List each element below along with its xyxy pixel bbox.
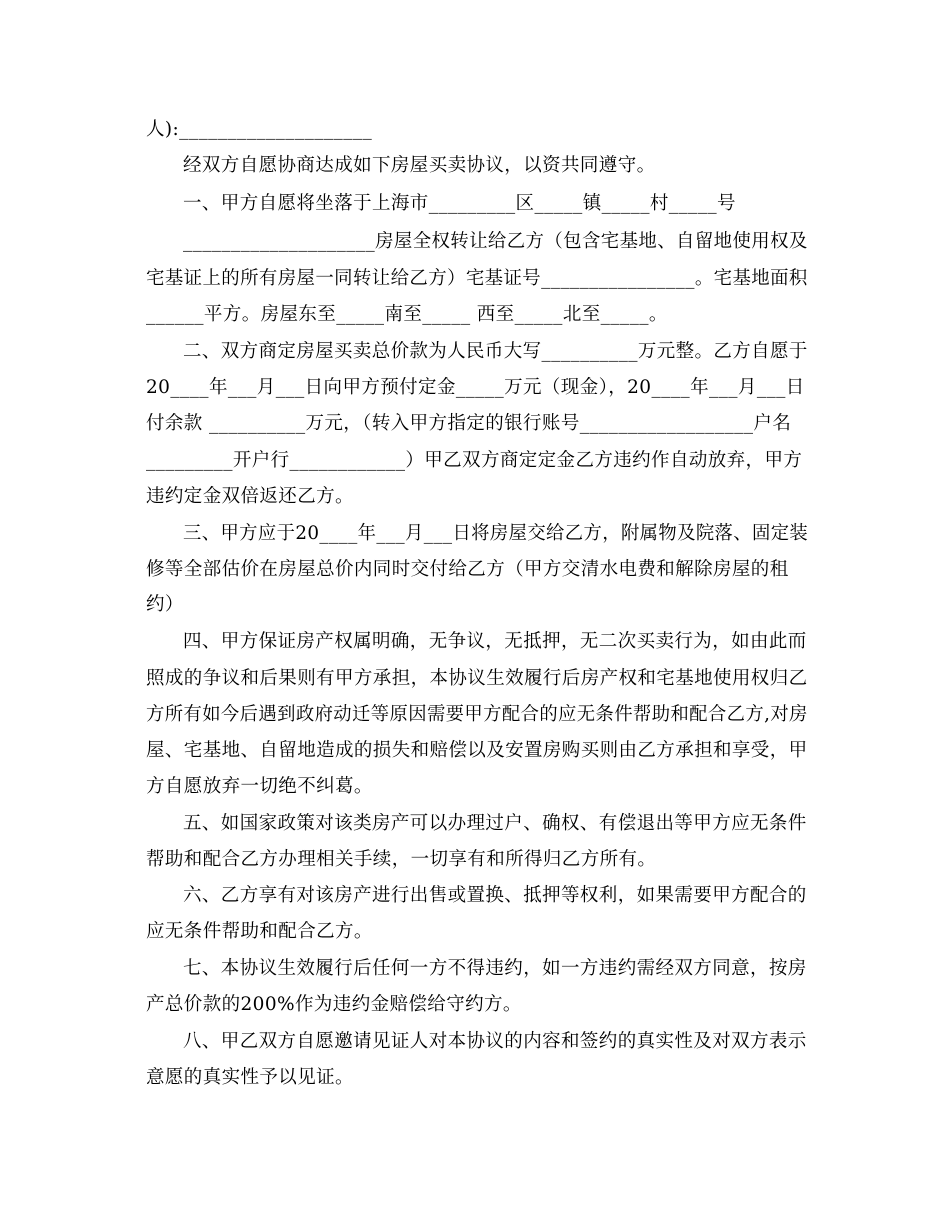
clause-3-line-1: 三、甲方应于20____年___月___日将房屋交给乙方，附属物及院落、固定装: [183, 523, 809, 544]
clause-8-line-1: 八、甲乙双方自愿邀请见证人对本协议的内容和签约的真实性及对双方表示: [183, 1031, 807, 1052]
clause-2-line-3: 付余款 __________万元，（转入甲方指定的银行账号__________________户名: [146, 413, 792, 434]
clause-3-line-3: 约）: [146, 594, 184, 615]
clause-3-line-2: 修等全部估价在房屋总价内同时交付给乙方（甲方交清水电费和解除房屋的租: [146, 559, 789, 580]
clause-4-line-1: 四、甲方保证房产权属明确，无争议，无抵押，无二次买卖行为，如由此而: [183, 631, 807, 652]
clause-5-line-2: 帮助和配合乙方办理相关手续，一切享有和所得归乙方所有。: [146, 849, 657, 870]
clause-2-line-2: 20____年___月___日向甲方预付定金_____万元（现金），20____年___月___日: [146, 377, 805, 398]
clause-1-line-4: ______平方。房屋东至_____南至_____ 西至_____北至_____。: [146, 304, 668, 325]
clause-7-line-1: 七、本协议生效履行后任何一方不得违约，如一方违约需经双方同意，按房: [183, 958, 807, 979]
paragraph-intro: 经双方自愿协商达成如下房屋买卖协议，以资共同遵守。: [183, 155, 656, 176]
clause-6-line-2: 应无条件帮助和配合乙方。: [146, 921, 373, 942]
clause-1-line-1: 一、甲方自愿将坐落于上海市_________区_____镇_____村_____号: [183, 193, 736, 214]
clause-4-line-2: 照成的争议和后果则有甲方承担，本协议生效履行后房产权和宅基地使用权归乙: [146, 668, 808, 689]
clause-2-line-5: 违约定金双倍返还乙方。: [146, 486, 354, 507]
clause-6-line-1: 六、乙方享有对该房产进行出售或置换、抵押等权利，如果需要甲方配合的: [183, 885, 807, 906]
clause-4-line-4: 屋、宅基地、自留地造成的损失和赔偿以及安置房购买则由乙方承担和享受，甲: [146, 740, 808, 761]
clause-1-line-2: ____________________房屋全权转让给乙方（包含宅基地、自留地使用权及: [183, 231, 808, 252]
clause-1-line-3: 宅基证上的所有房屋一同转让给乙方）宅基证号________________。宅基地面积: [146, 268, 808, 289]
text-line: 人):____________________: [146, 119, 373, 140]
clause-4-line-3: 方所有如今后遇到政府动迁等原因需要甲方配合的应无条件帮助和配合乙方,对房: [146, 704, 808, 725]
clause-7-line-2: 产总价款的200%作为违约金赔偿给守约方。: [146, 994, 522, 1015]
clause-8-line-2: 意愿的真实性予以见证。: [146, 1067, 354, 1088]
clause-2-line-4: _________开户行____________）甲乙双方商定定金乙方违约作自动放弃，甲方: [146, 450, 803, 471]
clause-2-line-1: 二、双方商定房屋买卖总价款为人民币大写__________万元整。乙方自愿于: [183, 341, 808, 362]
clause-4-line-5: 方自愿放弃一切绝不纠葛。: [146, 776, 373, 797]
clause-5-line-1: 五、如国家政策对该类房产可以办理过户、确权、有偿退出等甲方应无条件: [183, 813, 807, 834]
